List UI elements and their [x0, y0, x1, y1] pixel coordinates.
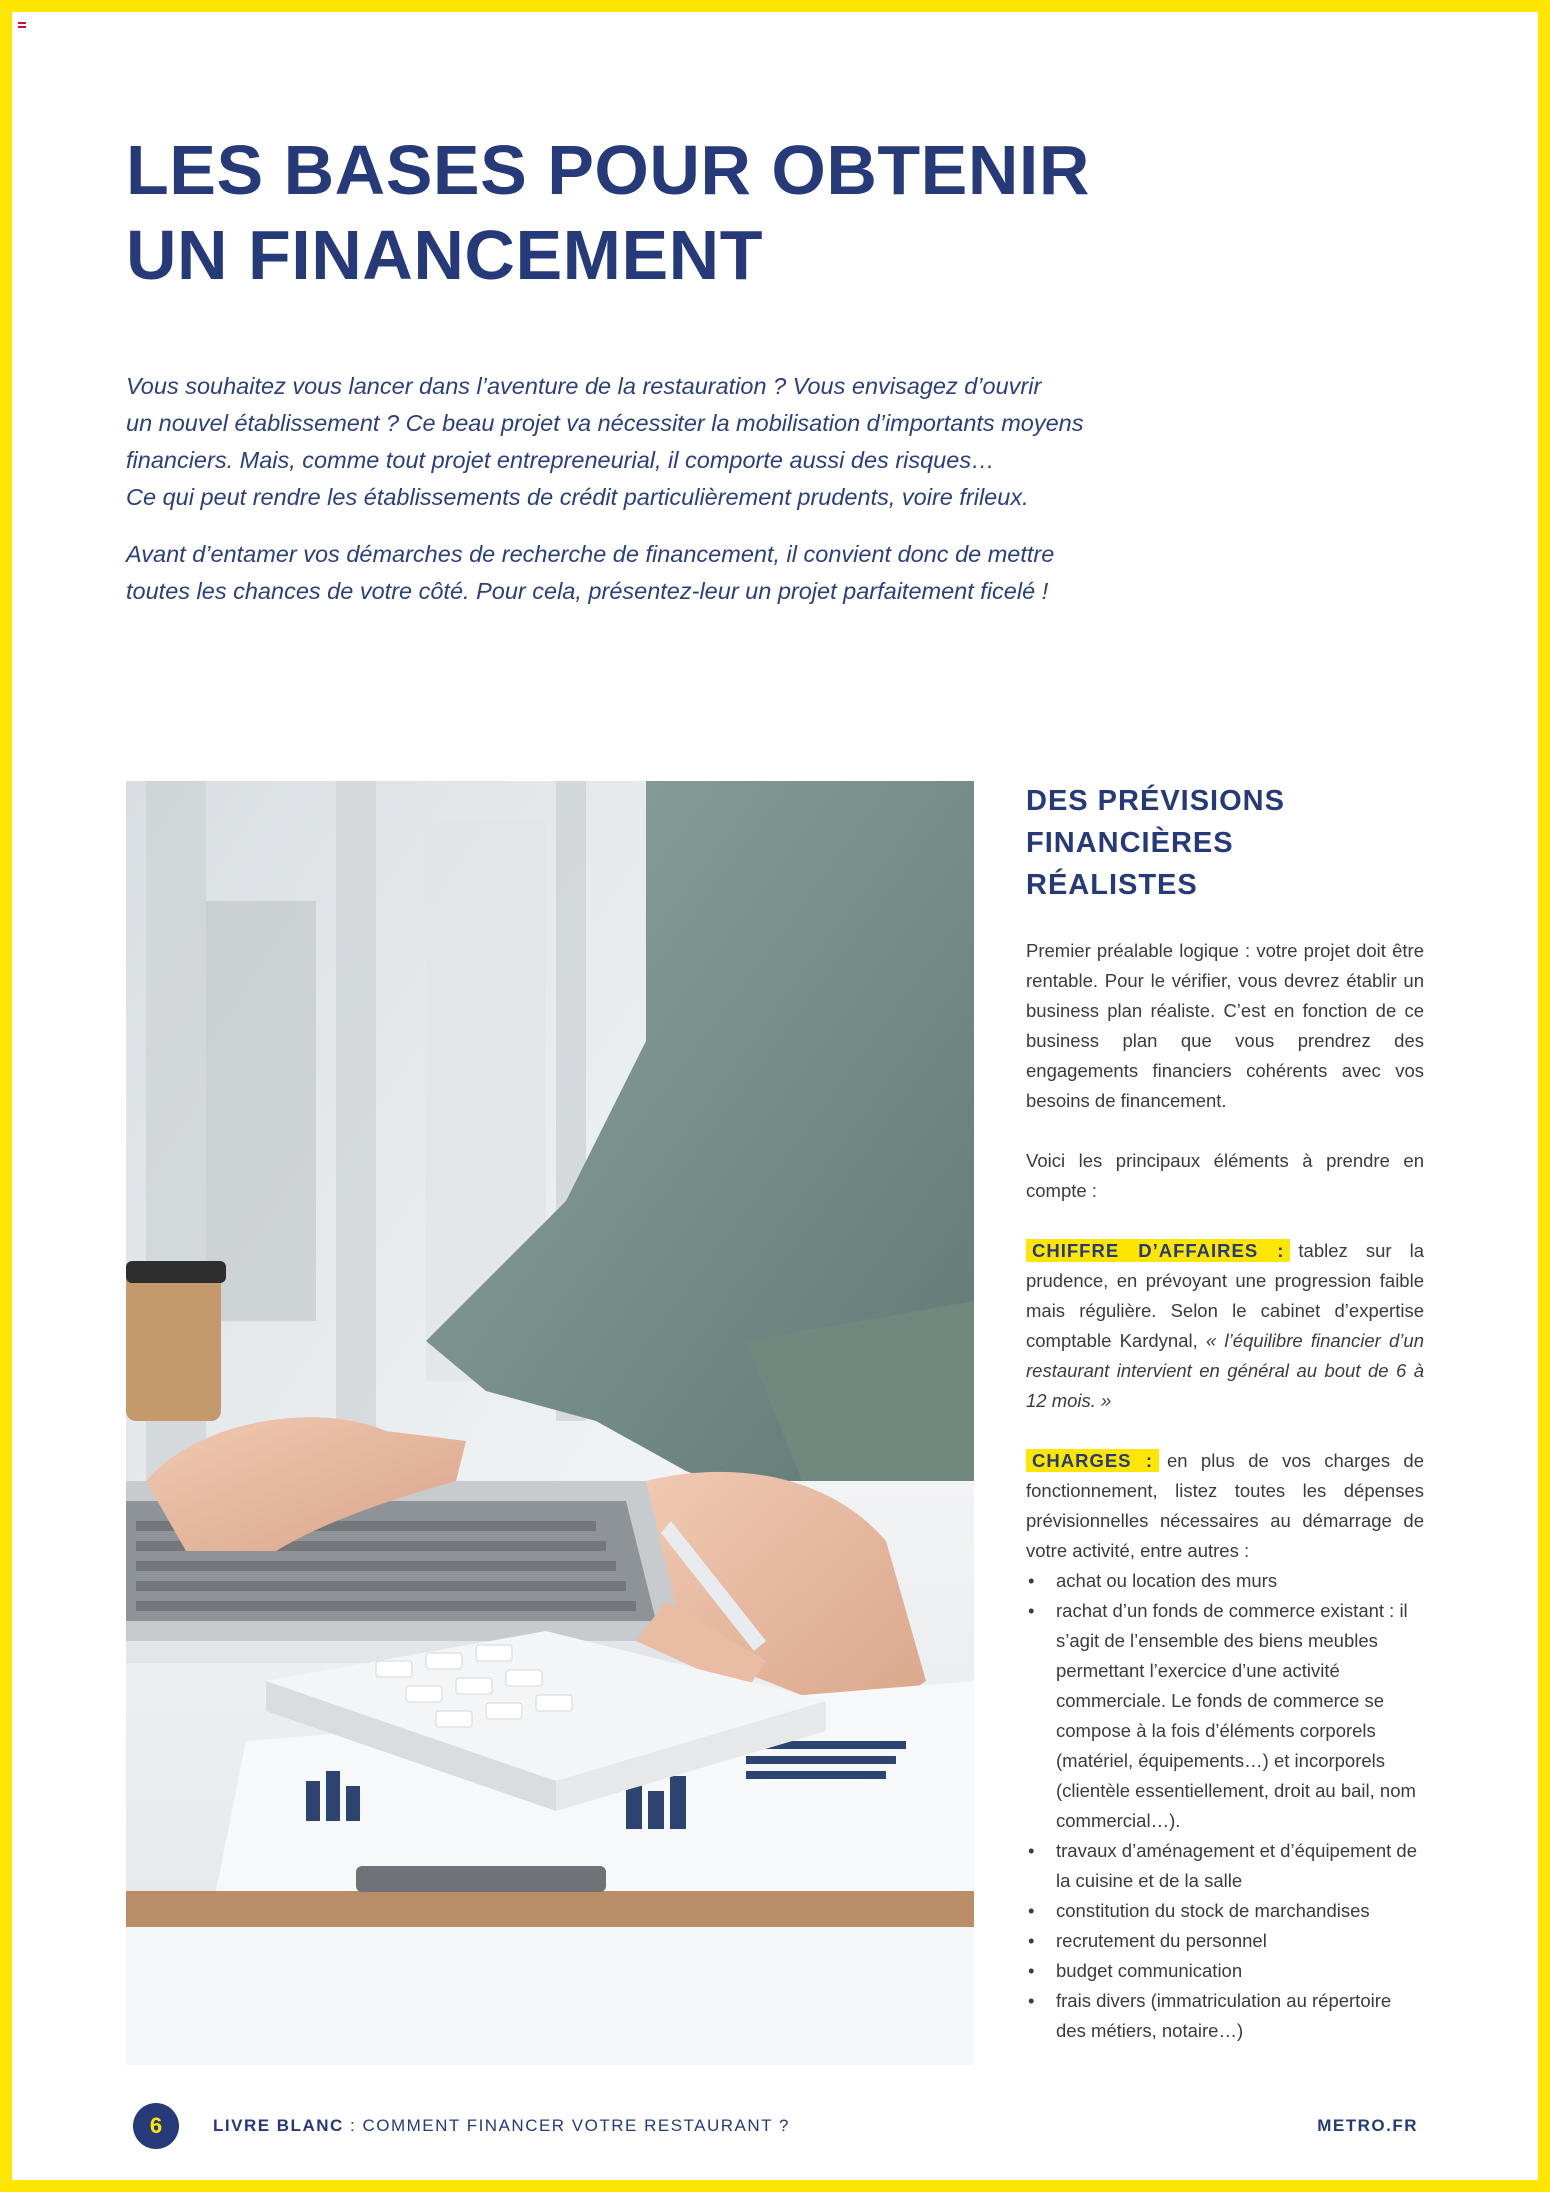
list-item: • frais divers (immatriculation au répertoire des métiers, notaire…): [1026, 1986, 1424, 2046]
chiffre-affaires-paragraph: [1026, 1236, 1424, 1416]
heading-line: DES PRÉVISIONS: [1026, 785, 1285, 817]
paragraph: Premier préalable logique : votre projet doit être rentable. Pour le vérifier, vous devrez établir un business plan réaliste. C’est en fonction de ce business plan que vous prendrez des engagements financiers cohérents avec vos besoins de financement.: [1026, 940, 1424, 1111]
footer-subtitle: COMMENT FINANCER VOTRE RESTAURANT ?: [362, 2116, 790, 2135]
expense-list: [1026, 1566, 1424, 2046]
sidebar-article: [1026, 780, 1424, 2046]
intro-line: Avant d’entamer vos démarches de recherche de financement, il convient donc de mettre: [126, 541, 1055, 567]
intro-line: un nouvel établissement ? Ce beau projet va nécessiter la mobilisation d’importants moyens: [126, 410, 1084, 436]
heading-line: FINANCIÈRES: [1026, 827, 1234, 859]
title-line: LES BASES POUR OBTENIR: [126, 131, 1090, 209]
heading-line: RÉALISTES: [1026, 869, 1198, 901]
page-footer: [133, 2103, 1418, 2149]
list-item: • budget communication: [1026, 1956, 1424, 1986]
intro-line: financiers. Mais, comme tout projet entrepreneurial, il comporte aussi des risques…: [126, 447, 995, 473]
intro-text: [126, 368, 1246, 630]
quote-text: « l’équilibre financier d’un restaurant intervient en général au bout de 6 à 12 mois. »: [1026, 1330, 1424, 1411]
paragraph-text: en plus de vos charges de fonctionnement, listez toutes les dépenses prévisionnelles nécessaires au démarrage de votre activité, entre autres :: [1026, 1450, 1424, 1561]
list-item: • rachat d’un fonds de commerce existant : il s’agit de l’ensemble des biens meubles permettant l’exercice d’une activité commerciale. Le fonds de commerce se compose à la fois d’éléments corporels (matériel, équipements…) et incorporels (clientèle essentiellement, droit au bail, nom commercial…).: [1026, 1596, 1424, 1836]
page-number-badge: 6: [133, 2103, 179, 2149]
intro-paragraph: [126, 536, 1246, 610]
paragraph: Voici les principaux éléments à prendre en compte :: [1026, 1150, 1424, 1201]
list-item: • achat ou location des murs: [1026, 1566, 1424, 1596]
intro-paragraph: [126, 368, 1246, 516]
list-item: • travaux d’aménagement et d’équipement de la cuisine et de la salle: [1026, 1836, 1424, 1896]
page-title: [126, 128, 1226, 298]
paragraph-text: tablez sur la prudence, en prévoyant une progression faible mais régulière. Selon le cabinet d’expertise comptable Kardynal,: [1026, 1240, 1424, 1351]
footer-separator: :: [343, 2116, 363, 2135]
highlight-label: CHARGES :: [1026, 1449, 1159, 1472]
highlight-label: CHIFFRE D’AFFAIRES :: [1026, 1239, 1290, 1262]
list-item: • constitution du stock de marchandises: [1026, 1896, 1424, 1926]
footer-series: LIVRE BLANC: [213, 2116, 344, 2135]
charges-paragraph: [1026, 1446, 1424, 1566]
flag-icon: [18, 22, 26, 28]
photo-laptop-calculator: [126, 781, 974, 2065]
list-item: • recrutement du personnel: [1026, 1926, 1424, 1956]
intro-line: toutes les chances de votre côté. Pour cela, présentez-leur un projet parfaitement ficelé !: [126, 578, 1049, 604]
footer-title: [213, 2113, 790, 2139]
intro-line: Ce qui peut rendre les établissements de crédit particulièrement prudents, voire frileux.: [126, 484, 1029, 510]
intro-line: Vous souhaitez vous lancer dans l’aventure de la restauration ? Vous envisagez d’ouvrir: [126, 373, 1042, 399]
site-link[interactable]: METRO.FR: [1317, 2116, 1418, 2135]
section-heading: [1026, 780, 1424, 906]
title-line: UN FINANCEMENT: [126, 216, 763, 294]
